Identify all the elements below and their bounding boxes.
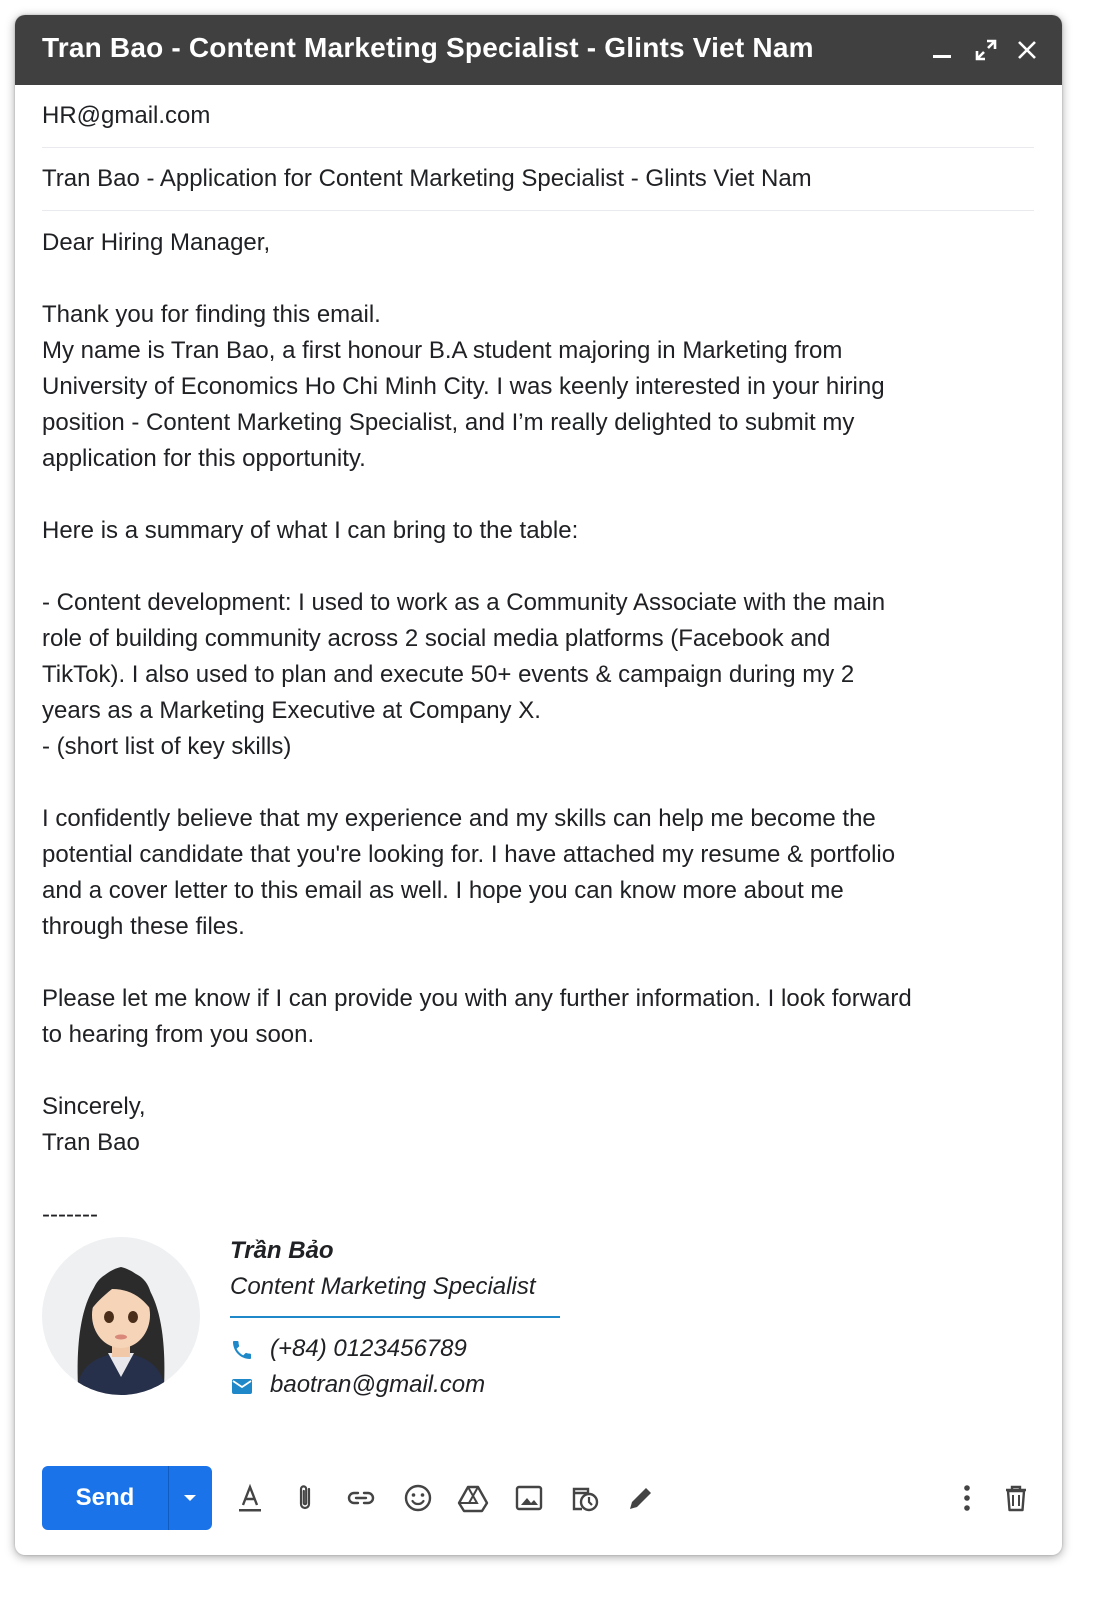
link-icon[interactable] [344, 1481, 378, 1515]
body-line: and a cover letter to this email as well. I hope you can know more about me [42, 877, 844, 904]
compose-window [15, 15, 1062, 1555]
send-options-button[interactable] [169, 1466, 212, 1530]
send-button-group [42, 1466, 212, 1530]
fullscreen-icon[interactable] [973, 37, 999, 63]
body-line: University of Economics Ho Chi Minh City. I was keenly interested in your hiring [42, 373, 885, 400]
body-line [42, 477, 1042, 513]
signature-role: Content Marketing Specialist [230, 1273, 536, 1300]
body-line: - (short list of key skills) [42, 733, 292, 760]
signature-name: Trần Bảo [230, 1237, 334, 1264]
subject-text: Tran Bao - Application for Content Marketing Specialist - Glints Viet Nam [42, 165, 812, 192]
delete-icon[interactable] [999, 1481, 1033, 1515]
compose-title-bar [15, 15, 1062, 85]
close-icon[interactable] [1014, 37, 1040, 63]
phone-icon [230, 1338, 254, 1362]
schedule-icon[interactable] [568, 1481, 602, 1515]
format-text-icon[interactable] [233, 1481, 267, 1515]
body-line: application for this opportunity. [42, 445, 366, 472]
signature-phone[interactable]: (+84) 0123456789 [270, 1335, 467, 1362]
body-line: to hearing from you soon. [42, 1021, 315, 1048]
body-line: Please let me know if I can provide you with any further information. I look forward [42, 985, 912, 1012]
signature-pen-icon[interactable] [624, 1481, 658, 1515]
to-recipient: HR@gmail.com [42, 102, 211, 129]
body-line: Thank you for finding this email. [42, 301, 381, 328]
photo-icon[interactable] [512, 1481, 546, 1515]
signature-divider [230, 1316, 560, 1318]
body-line: TikTok). I also used to plan and execute 50+ events & campaign during my 2 [42, 661, 855, 688]
body-line: Here is a summary of what I can bring to the table: [42, 517, 579, 544]
body-line [42, 549, 1042, 585]
drive-icon[interactable] [456, 1481, 490, 1515]
body-line: My name is Tran Bao, a first honour B.A student majoring in Marketing from [42, 337, 843, 364]
body-line [42, 1053, 1042, 1089]
body-line: position - Content Marketing Specialist, and I’m really delighted to submit my [42, 409, 855, 436]
body-line: Sincerely, [42, 1093, 146, 1120]
body-line: - Content development: I used to work as a Community Associate with the main [42, 589, 886, 616]
compose-title: Tran Bao - Content Marketing Specialist - Glints Viet Nam [42, 32, 814, 63]
body-line: through these files. [42, 913, 245, 940]
avatar [42, 1237, 200, 1395]
minimize-icon[interactable] [930, 37, 956, 63]
emoji-icon[interactable] [401, 1481, 435, 1515]
body-line: Dear Hiring Manager, [42, 229, 271, 256]
send-button[interactable]: Send [75, 1484, 135, 1511]
body-line [42, 945, 1042, 981]
more-options-icon[interactable] [950, 1481, 984, 1515]
caret-down-icon [169, 1466, 212, 1530]
message-body[interactable] [42, 225, 1042, 1233]
body-line: years as a Marketing Executive at Company X. [42, 697, 541, 724]
body-line: potential candidate that you're looking for. I have attached my resume & portfolio [42, 841, 896, 868]
mail-icon [230, 1374, 254, 1398]
body-line: I confidently believe that my experience and my skills can help me become the [42, 805, 876, 832]
subject-field[interactable] [42, 148, 1034, 211]
body-line [42, 1161, 1042, 1197]
body-line [42, 765, 1042, 801]
signature-email[interactable]: baotran@gmail.com [270, 1371, 486, 1398]
body-line: role of building community across 2 social media platforms (Facebook and [42, 625, 831, 652]
woman-avatar-icon [42, 1237, 200, 1395]
body-line [42, 261, 1042, 297]
attach-icon[interactable] [289, 1481, 323, 1515]
body-line: Tran Bao [42, 1129, 140, 1156]
body-line: ------- [42, 1201, 98, 1228]
to-field[interactable] [42, 85, 1034, 148]
